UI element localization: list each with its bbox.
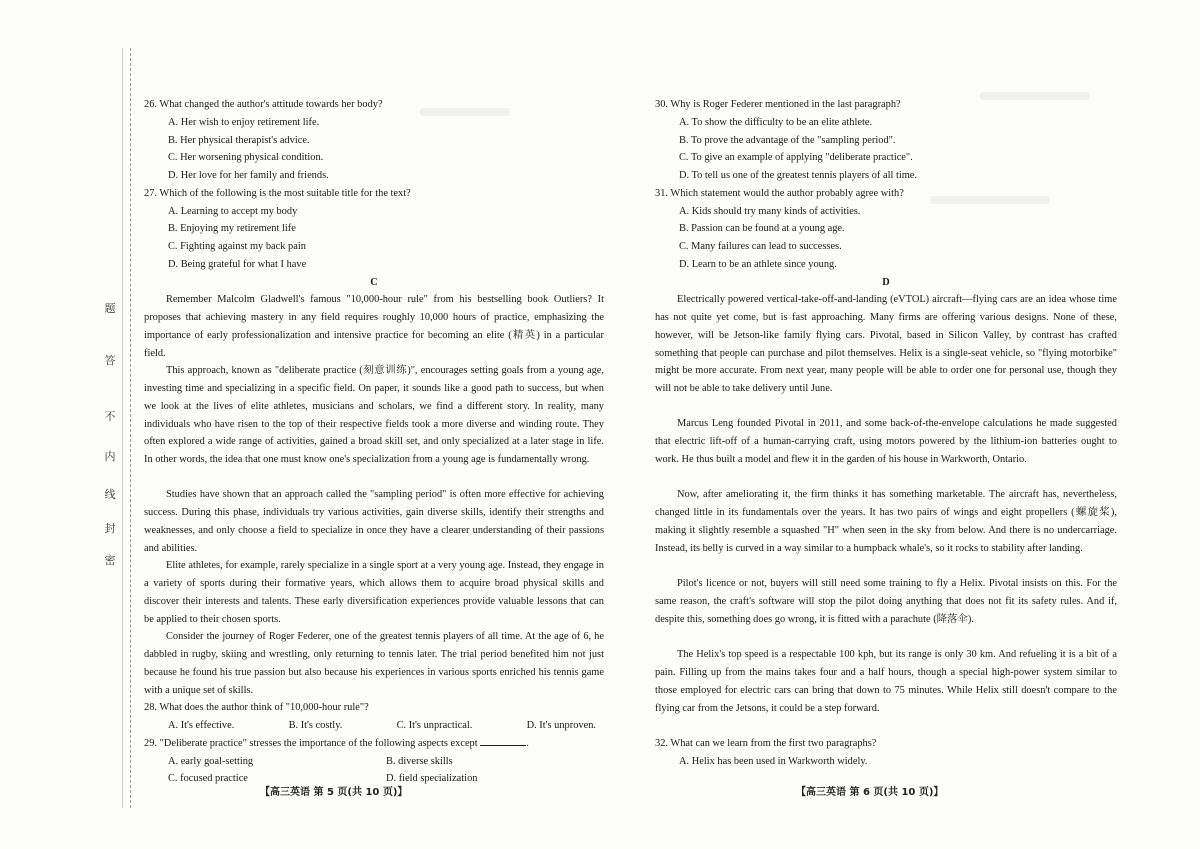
question-stem-end: . bbox=[526, 737, 529, 749]
binding-char: 密 bbox=[104, 554, 116, 567]
passage-paragraph: Elite athletes, for example, rarely specialize in a single sport at a very young age. Instead, they engage in a variety of sports during their formative years, which allows them to acquire broad physical skills and discover their interests and talents. These early diversification experiences provide valuable lessons that can be applied to their chosen sports. bbox=[144, 560, 604, 625]
answer-option: B. Her physical therapist's advice. bbox=[168, 134, 310, 146]
answer-option: A. early goal-setting bbox=[168, 755, 254, 767]
answer-option: A. It's effective. bbox=[168, 720, 235, 731]
answer-option: B. To prove the advantage of the "sampling period". bbox=[679, 134, 896, 146]
binding-margin bbox=[96, 48, 131, 808]
passage-paragraph: Marcus Leng founded Pivotal in 2011, and some back-of-the-envelope calculations he made suggested that electric lift-off of a human-carrying craft, using motors powered by the lithium-ion batteries ought to work. He thus built a model and flew it in the garden of his house in Warkworth, Ontario. bbox=[655, 418, 1117, 465]
answer-option: D. Her love for her family and friends. bbox=[168, 170, 329, 181]
binding-char: 线 bbox=[104, 488, 116, 501]
binding-char: 封 bbox=[104, 522, 116, 535]
answer-option: C. Many failures can lead to successes. bbox=[679, 241, 842, 252]
passage-paragraph: Pilot's licence or not, buyers will still need some training to fly a Helix. Pivotal insists on this. For the same reason, the craft's software will stop the pilot doing anything that does not fit its safety rules. And if, despite this, something does go wrong, it is fitted with a parachute (降落伞). bbox=[655, 578, 1117, 625]
answer-option: C. Fighting against my back pain bbox=[168, 241, 306, 252]
passage-paragraph: Studies have shown that an approach called the "sampling period" is often more effective for achieving success. During this phase, individuals try various activities, gain diverse skills, identify their strengths and weaknesses, and only choose a field to specialize in once they have a clearer understanding of their passions and abilities. bbox=[144, 489, 604, 554]
answer-blank bbox=[480, 735, 526, 746]
binding-char: 答 bbox=[104, 354, 116, 367]
passage-paragraph: The Helix's top speed is a respectable 100 kph, but its range is only 30 km. And refueling it is a bit of a pain. Filling up from the mains takes four and a half hours, though a special high-power system similar to those employed for electric cars can bring that down to 75 minutes. While Helix still doesn't compare to the flying car from the Jetsons, it could be a step forward. bbox=[655, 649, 1117, 714]
binding-char: 内 bbox=[104, 450, 116, 463]
passage-paragraph: Electrically powered vertical-take-off-and-landing (eVTOL) aircraft—flying cars are an idea whose time has not quite yet come, but is fast approaching. Many firms are offering various designs. None of these, however, will be Jetson-like family flying cars. Pivotal, based in Silicon Valley, by contrast has crafted something that people can purchase and pilot themselves. Helix is a single-seat vehicle, so "flying motorbike" might be more accurate. From next year, many people will be able to order one for personal use, though they will not be able to take delivery until June. bbox=[655, 294, 1117, 394]
answer-option: A. Her wish to enjoy retirement life. bbox=[168, 116, 320, 128]
answer-option: A. Learning to accept my body bbox=[168, 205, 298, 217]
passage-paragraph: This approach, known as "deliberate practice (刻意训练)", encourages setting goals from a young age, investing time and specializing in a specific field. On paper, it sounds like a good path to success, but when we look at the lives of elite athletes, musicians and scholars, we find a different story. In reality, many individuals who have risen to the top of their respective fields took a more diverse and winding route. They often explored a wide range of activities, gained a broad skill set, and only specialized at a later stage in life. In other words, the idea that one must know one's specialization from a young age is fundamentally wrong. bbox=[144, 365, 604, 465]
answer-option: D. field specialization bbox=[386, 773, 478, 785]
passage-paragraph: Consider the journey of Roger Federer, one of the greatest tennis players of all time. At the age of 6, he dabbled in rugby, skiing and wrestling, only returning to tennis later. The trial period benefited him not just because he found his true passion but also because his experiences in various sports enriched his tennis game with a unique set of skills. bbox=[144, 631, 604, 696]
answer-options-row bbox=[144, 717, 604, 735]
question-stem bbox=[144, 735, 604, 753]
question-stem: 30. Why is Roger Federer mentioned in the last paragraph? bbox=[655, 99, 901, 110]
page-6 bbox=[655, 96, 1117, 771]
question-stem: 26. What changed the author's attitude towards her body? bbox=[144, 99, 383, 110]
answer-option: A. Kids should try many kinds of activities. bbox=[679, 205, 861, 217]
answer-option: B. Enjoying my retirement life bbox=[168, 223, 296, 235]
section-heading: D bbox=[882, 276, 890, 288]
passage-paragraph: Remember Malcolm Gladwell's famous "10,000-hour rule" from his bestselling book Outliers? It proposes that achieving mastery in any field requires roughly 10,000 hours of practice, emphasizing the importance of early professionalization and intensive practice for becoming an elite (精英) in a particular field. bbox=[144, 294, 604, 359]
answer-option: C. Her worsening physical condition. bbox=[168, 152, 324, 164]
question-stem-text: 29. "Deliberate practice" stresses the importance of the following aspects except bbox=[144, 737, 478, 749]
answer-option: C. It's unpractical. bbox=[396, 720, 473, 731]
question-stem: 32. What can we learn from the first two paragraphs? bbox=[655, 738, 877, 750]
page-footer: 【高三英语 第 5 页(共 10 页)】 bbox=[260, 787, 408, 798]
page-5 bbox=[144, 96, 604, 788]
question-stem: 31. Which statement would the author probably agree with? bbox=[655, 187, 904, 199]
answer-option: A. To show the difficulty to be an elite athlete. bbox=[679, 116, 873, 128]
passage-paragraph: Now, after ameliorating it, the firm thinks it has something marketable. The aircraft has, nevertheless, changed little in its fundamentals over the years. It has two pairs of wings and eight propellers (螺旋桨), making it slightly resemble a squashed "H" when seen in the sky from below. And there is no undercarriage. Instead, its belly is curved in a way similar to a humpback whale's, so it rocks to stability after landing. bbox=[655, 489, 1117, 554]
answer-option: C. focused practice bbox=[168, 773, 248, 785]
binding-char: 不 bbox=[104, 410, 116, 423]
answer-option: C. To give an example of applying "deliberate practice". bbox=[679, 152, 913, 164]
section-heading: C bbox=[370, 276, 378, 288]
answer-option: D. Learn to be an athlete since young. bbox=[679, 258, 837, 270]
binding-line bbox=[122, 48, 123, 808]
answer-options-row bbox=[144, 753, 604, 771]
answer-option: D. It's unproven. bbox=[526, 720, 596, 731]
binding-char: 题 bbox=[104, 302, 116, 315]
page-footer: 【高三英语 第 6 页(共 10 页)】 bbox=[796, 787, 944, 798]
answer-option: A. Helix has been used in Warkworth widely. bbox=[679, 756, 868, 767]
answer-option: B. Passion can be found at a young age. bbox=[679, 223, 845, 235]
answer-option: D. To tell us one of the greatest tennis players of all time. bbox=[679, 170, 918, 181]
answer-option: B. diverse skills bbox=[386, 755, 453, 767]
question-stem: 27. Which of the following is the most suitable title for the text? bbox=[144, 187, 411, 199]
question-stem: 28. What does the author think of "10,000-hour rule"? bbox=[144, 702, 369, 714]
answer-option: D. Being grateful for what I have bbox=[168, 258, 307, 270]
answer-option: B. It's costly. bbox=[288, 720, 343, 731]
